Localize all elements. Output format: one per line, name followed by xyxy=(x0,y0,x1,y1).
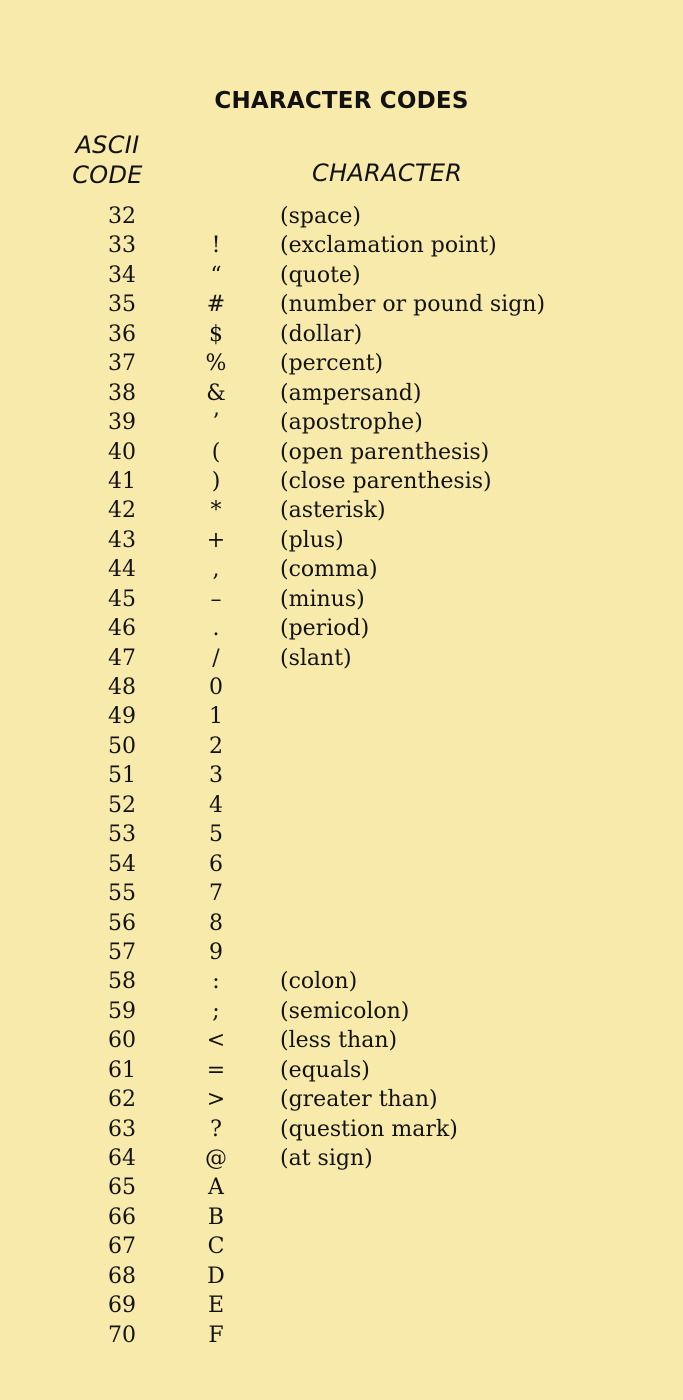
ascii-code-value: 35 xyxy=(108,292,136,318)
character-description: (number or pound sign) xyxy=(280,292,546,318)
table-row xyxy=(0,614,683,643)
table-row xyxy=(0,732,683,761)
table-row xyxy=(0,231,683,260)
table-row xyxy=(0,1173,683,1202)
character-description: (percent) xyxy=(280,351,384,377)
ascii-code-value: 67 xyxy=(108,1234,136,1260)
character-description: (ampersand) xyxy=(280,380,422,406)
ascii-code-value: 58 xyxy=(108,969,136,995)
character-symbol: 2 xyxy=(209,733,223,759)
table-row xyxy=(0,1203,683,1232)
character-symbol: : xyxy=(212,969,220,995)
ascii-code-value: 44 xyxy=(108,557,136,583)
character-symbol: ? xyxy=(210,1116,222,1142)
character-symbol: F xyxy=(208,1322,224,1348)
character-symbol: 5 xyxy=(209,822,223,848)
character-description: (plus) xyxy=(280,527,344,553)
ascii-code-value: 60 xyxy=(108,1028,136,1054)
ascii-code-value: 57 xyxy=(108,939,136,965)
character-description: (slant) xyxy=(280,645,352,671)
character-symbol: > xyxy=(206,1087,226,1113)
ascii-code-value: 47 xyxy=(108,645,136,671)
ascii-code-value: 34 xyxy=(108,262,136,288)
character-symbol: ) xyxy=(211,468,221,494)
ascii-code-value: 68 xyxy=(108,1263,136,1289)
ascii-code-value: 55 xyxy=(108,881,136,907)
ascii-code-value: 64 xyxy=(108,1146,136,1171)
character-symbol: ( xyxy=(211,439,221,465)
ascii-code-value: 69 xyxy=(108,1293,136,1319)
character-description: (space) xyxy=(280,204,361,229)
table-row xyxy=(0,702,683,731)
table-row xyxy=(0,879,683,908)
character-description: (at sign) xyxy=(280,1146,373,1171)
table-row xyxy=(0,1321,683,1350)
ascii-code-value: 40 xyxy=(108,439,136,465)
page-title: CHARACTER CODES xyxy=(214,88,469,114)
character-description: (less than) xyxy=(280,1028,398,1054)
table-row xyxy=(0,673,683,702)
ascii-code-value: 41 xyxy=(108,468,136,494)
ascii-code-value: 36 xyxy=(108,321,136,347)
character-symbol: ! xyxy=(211,233,221,259)
character-symbol: “ xyxy=(210,262,222,288)
table-row xyxy=(0,379,683,408)
character-symbol: D xyxy=(207,1263,225,1289)
character-description: (comma) xyxy=(280,557,378,583)
table-row xyxy=(0,644,683,673)
ascii-code-value: 63 xyxy=(108,1116,136,1142)
ascii-code-value: 37 xyxy=(108,351,136,377)
character-symbol: / xyxy=(212,645,220,671)
ascii-code-value: 56 xyxy=(108,910,136,936)
character-symbol: 7 xyxy=(209,881,223,907)
table-row xyxy=(0,1144,683,1173)
character-header: CHARACTER xyxy=(312,159,463,187)
character-symbol: @ xyxy=(205,1146,227,1171)
table-row xyxy=(0,1115,683,1144)
character-description: (period) xyxy=(280,616,370,642)
ascii-code-value: 62 xyxy=(108,1087,136,1113)
table-row xyxy=(0,320,683,349)
ascii-code-value: 61 xyxy=(108,1057,136,1083)
table-row xyxy=(0,349,683,378)
character-description: (question mark) xyxy=(280,1116,458,1142)
character-description: (colon) xyxy=(280,969,358,995)
ascii-code-value: 59 xyxy=(108,998,136,1024)
character-symbol: $ xyxy=(209,321,223,347)
ascii-code-value: 49 xyxy=(108,704,136,730)
character-symbol: C xyxy=(207,1234,225,1260)
character-symbol: ’ xyxy=(212,410,220,436)
character-symbol: 8 xyxy=(209,910,223,936)
ascii-code-value: 50 xyxy=(108,733,136,759)
ascii-code-header-line1: ASCII xyxy=(75,131,140,159)
table-row xyxy=(0,1262,683,1291)
ascii-code-value: 70 xyxy=(108,1322,136,1348)
character-description: (exclamation point) xyxy=(280,233,497,259)
character-symbol: – xyxy=(210,586,222,612)
character-symbol: # xyxy=(206,292,226,318)
character-symbol: ; xyxy=(212,998,220,1024)
table-row xyxy=(0,290,683,319)
table-row xyxy=(0,761,683,790)
character-symbol: . xyxy=(212,616,220,642)
ascii-code-value: 52 xyxy=(108,792,136,818)
ascii-code-value: 48 xyxy=(108,675,136,700)
character-description: (quote) xyxy=(280,262,361,288)
table-row xyxy=(0,1026,683,1055)
table-row xyxy=(0,1056,683,1085)
ascii-code-value: 42 xyxy=(108,498,136,524)
character-symbol: 3 xyxy=(209,763,223,789)
character-description: (minus) xyxy=(280,586,365,612)
character-symbol: 1 xyxy=(209,704,223,730)
character-symbol: , xyxy=(212,557,220,583)
character-symbol: 9 xyxy=(209,939,223,965)
ascii-code-value: 65 xyxy=(108,1175,136,1201)
ascii-code-value: 53 xyxy=(108,822,136,848)
table-row xyxy=(0,496,683,525)
table-row xyxy=(0,967,683,996)
character-description: (dollar) xyxy=(280,321,363,347)
table-row xyxy=(0,526,683,555)
table-row xyxy=(0,585,683,614)
character-symbol: < xyxy=(206,1028,226,1054)
character-description: (close parenthesis) xyxy=(280,468,492,494)
ascii-code-value: 39 xyxy=(108,410,136,436)
table-row xyxy=(0,467,683,496)
character-symbol: 0 xyxy=(209,675,223,700)
character-symbol: & xyxy=(206,380,226,406)
character-symbol: 4 xyxy=(209,792,223,818)
character-symbol: E xyxy=(207,1293,225,1319)
table-row xyxy=(0,261,683,290)
character-description: (semicolon) xyxy=(280,998,410,1024)
character-symbol: A xyxy=(208,1175,224,1201)
table-row xyxy=(0,997,683,1026)
character-description: (greater than) xyxy=(280,1087,438,1113)
ascii-code-value: 38 xyxy=(108,380,136,406)
character-description: (asterisk) xyxy=(280,498,386,524)
character-symbol: 6 xyxy=(209,851,223,877)
ascii-code-header xyxy=(60,130,155,190)
table-row xyxy=(0,438,683,467)
ascii-code-header-line2: CODE xyxy=(72,161,143,189)
ascii-code-value: 51 xyxy=(108,763,136,789)
ascii-code-value: 43 xyxy=(108,527,136,553)
table-row xyxy=(0,408,683,437)
character-description: (open parenthesis) xyxy=(280,439,490,465)
ascii-code-value: 46 xyxy=(108,616,136,642)
table-row xyxy=(0,850,683,879)
table-row xyxy=(0,791,683,820)
table-row xyxy=(0,1232,683,1261)
ascii-code-value: 33 xyxy=(108,233,136,259)
table-row xyxy=(0,1291,683,1320)
table-row xyxy=(0,555,683,584)
table-row xyxy=(0,938,683,967)
ascii-code-value: 54 xyxy=(108,851,136,877)
table-row xyxy=(0,202,683,231)
character-description: (equals) xyxy=(280,1057,370,1083)
character-symbol: = xyxy=(206,1057,226,1083)
table-row xyxy=(0,820,683,849)
ascii-code-value: 66 xyxy=(108,1204,136,1230)
table-row xyxy=(0,909,683,938)
character-symbol: + xyxy=(206,527,226,553)
ascii-code-value: 32 xyxy=(108,204,136,229)
ascii-code-value: 45 xyxy=(108,586,136,612)
table-row xyxy=(0,1085,683,1114)
character-code-table xyxy=(0,202,683,1350)
character-symbol: % xyxy=(205,351,227,377)
character-symbol: B xyxy=(207,1204,225,1230)
character-description: (apostrophe) xyxy=(280,410,423,436)
character-symbol: * xyxy=(210,498,222,524)
